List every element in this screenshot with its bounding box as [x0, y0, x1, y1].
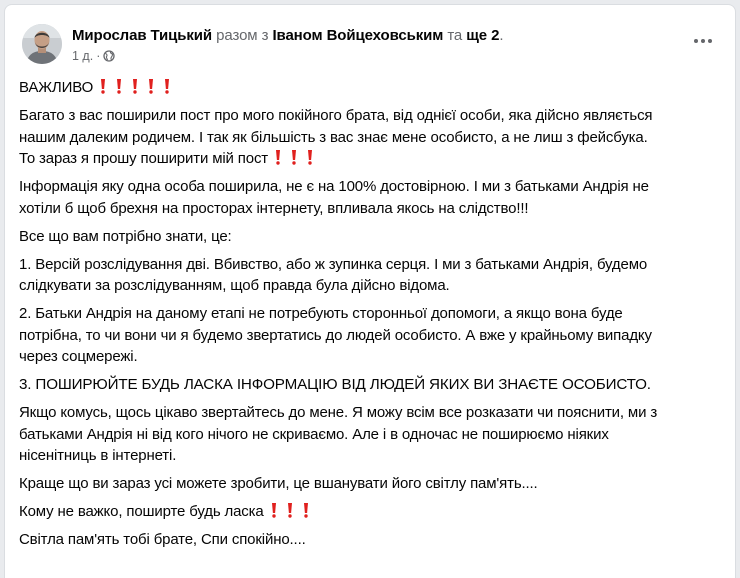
emphasis-marks: [95, 79, 175, 96]
post-paragraph-text: ВАЖЛИВО: [19, 79, 94, 96]
meta-separator: ·: [96, 49, 101, 63]
post-paragraph: [19, 473, 727, 495]
post-paragraph: [19, 176, 727, 219]
author-line-period: .: [499, 27, 504, 44]
author-avatar[interactable]: [22, 24, 62, 64]
post-paragraph-text: Кому не важко, поширте будь ласка: [19, 503, 264, 520]
post-card: [4, 4, 736, 578]
post-paragraph-text: Все що вам потрібно знати, це:: [19, 227, 232, 245]
globe-icon[interactable]: [103, 50, 115, 62]
post-paragraph: [19, 303, 727, 368]
tagged-person[interactable]: Іваном Войцеховським: [272, 27, 444, 44]
post-paragraph: [19, 105, 727, 170]
post-paragraph-text: Краще що ви зараз усі можете зробити, це вшанувати його світлу пам'ять....: [19, 475, 538, 492]
post-text: [19, 77, 727, 557]
post-paragraph: [19, 254, 727, 297]
post-paragraph-text: Інформація яку одна особа поширила, не є на 100% достовірною. І ми з батьками Андрія не хотіли б щоб брехня на просторах інтернету, впливала якось на слідство!!!: [19, 178, 649, 217]
post-paragraph: [19, 501, 727, 523]
red-exclamation-mark-icon: [146, 78, 156, 94]
post-paragraph-text: Якщо комусь, щось цікаво звертайтесь до мене. Я можу всім все розказати чи пояснити, ми з батьками Андрія ні від кого нічого не скриваємо. Але і в одночас не поширюємо ніяких нісенітниць в інтернеті.: [19, 404, 658, 464]
more-dot: [701, 39, 705, 43]
red-exclamation-mark-icon: [114, 78, 124, 94]
post-meta: [72, 49, 115, 63]
red-exclamation-mark-icon: [289, 149, 299, 165]
post-paragraph: [19, 529, 727, 551]
post-paragraph-text: 3. ПОШИРЮЙТЕ БУДЬ ЛАСКА ІНФОРМАЦІЮ ВІД ЛЮДЕЙ ЯКИХ ВИ ЗНАЄТЕ ОСОБИСТО.: [19, 376, 651, 393]
red-exclamation-mark-icon: [305, 149, 315, 165]
post-paragraph-text: 2. Батьки Андрія на даному етапі не потребують сторонньої допомоги, а якщо вона буде потрібна, то чи вони чи я будемо звертатись до людей особисто. А вже у крайньому випадку через соцмережі.: [19, 305, 652, 365]
post-header: [5, 5, 735, 69]
red-exclamation-mark-icon: [162, 78, 172, 94]
tagged-others-label: ще 2: [466, 27, 500, 44]
red-exclamation-mark-icon: [285, 502, 295, 518]
post-paragraph-text: 1. Версій розслідування дві. Вбивство, або ж зупинка серця. І ми з батьками Андрія, будемо слідкувати за розслідуванням, щоб правда була дійсно відома.: [19, 255, 648, 294]
avatar-photo: [22, 24, 62, 64]
red-exclamation-mark-icon: [98, 78, 108, 94]
with-word: разом з: [216, 27, 269, 44]
post-paragraph: [19, 374, 727, 396]
red-exclamation-mark-icon: [269, 502, 279, 518]
tagged-others[interactable]: [466, 27, 499, 44]
post-paragraph: [19, 77, 727, 99]
post-paragraph: [19, 402, 727, 467]
and-word: та: [447, 27, 463, 44]
post-paragraph-text: Багато з вас поширили пост про мого покійного брата, від однієї особи, яка дійсно являється нашим далеким родичем. І так як більшість з вас знає мене особисто, а не лиш з фейсбука. То зараз я прошу поширити мій пост: [19, 107, 653, 167]
post-paragraph-text: Світла пам'ять тобі брате, Спи спокійно....: [19, 531, 306, 548]
red-exclamation-mark-icon: [273, 149, 283, 165]
post-time[interactable]: 1 д.: [72, 49, 94, 63]
more-dot: [694, 39, 698, 43]
red-exclamation-mark-icon: [301, 502, 311, 518]
author-line: [72, 27, 503, 44]
more-options-icon[interactable]: [691, 33, 715, 49]
author-name[interactable]: Мирослав Тицький: [72, 27, 213, 44]
red-exclamation-mark-icon: [130, 78, 140, 94]
post-paragraph: [19, 226, 727, 248]
emphasis-marks: [266, 503, 314, 520]
more-dot: [708, 39, 712, 43]
emphasis-marks: [270, 150, 318, 167]
